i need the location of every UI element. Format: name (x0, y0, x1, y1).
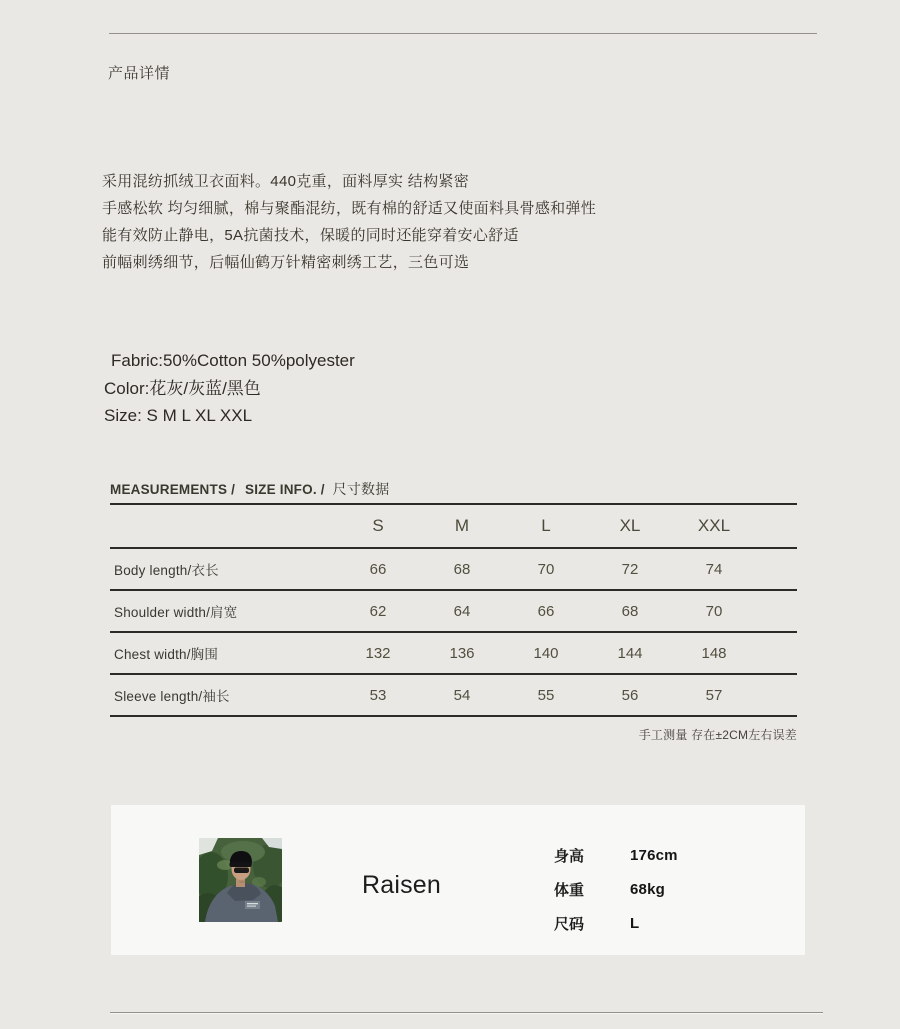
stat-value-height: 176cm (630, 847, 678, 864)
stat-value-size: L (630, 915, 640, 932)
stat-label-height: 身高 (554, 848, 585, 865)
size-value: 68 (453, 560, 471, 578)
size-value: 54 (453, 686, 471, 704)
model-name: Raisen (362, 871, 442, 899)
size-value: 136 (449, 644, 475, 662)
model-photo (199, 838, 282, 922)
size-value: 70 (705, 602, 723, 620)
measurements-heading-en: MEASUREMENTS / (110, 482, 236, 497)
page-title: 产品详情 (108, 65, 171, 82)
description-line: 前幅刺绣细节，后幅仙鹤万针精密刺绣工艺，三色可选 (102, 254, 470, 271)
top-divider (109, 33, 817, 34)
size-column-header: L (541, 516, 551, 535)
stat-label-weight: 体重 (554, 882, 585, 899)
bottom-divider (110, 1012, 823, 1013)
row-label: Body length/衣长 (114, 563, 219, 578)
size-value: 64 (453, 602, 471, 620)
description-line: 手感松软 均匀细腻，棉与聚酯混纺，既有棉的舒适又使面料具骨感和弹性 (102, 200, 597, 217)
size-value: 62 (369, 602, 387, 620)
size-value: 72 (621, 560, 639, 578)
measurement-note: 手工测量 存在±2CM左右误差 (638, 728, 797, 742)
size-spec: Size: S M L XL XXL (104, 406, 253, 425)
product-description (102, 168, 596, 276)
size-value: 144 (617, 644, 643, 662)
model-stats (554, 845, 678, 934)
size-value: 56 (621, 686, 639, 704)
size-info-heading-cn: 尺寸数据 (332, 481, 390, 497)
size-table (110, 503, 797, 717)
table-row-sleeve-length (110, 675, 797, 717)
size-value: 140 (533, 644, 559, 662)
stat-value-weight: 68kg (630, 881, 665, 898)
size-value: 132 (365, 644, 391, 662)
size-table-header-row (110, 505, 797, 549)
model-info-card (111, 805, 805, 955)
size-column-header: S (372, 516, 384, 535)
size-column-header: M (454, 516, 470, 535)
stat-label-size: 尺码 (554, 916, 585, 933)
color-spec: Color:花灰/灰蓝/黑色 (104, 378, 261, 398)
row-label: Sleeve length/袖长 (114, 689, 230, 704)
size-value: 70 (537, 560, 555, 578)
table-row-shoulder-width (110, 591, 797, 633)
size-value: 53 (369, 686, 387, 704)
size-info-heading-en: SIZE INFO. / (245, 482, 325, 497)
size-value: 66 (537, 602, 555, 620)
row-label: Chest width/胸围 (114, 647, 219, 662)
table-row-body-length (110, 549, 797, 591)
product-specs (104, 347, 355, 430)
measurements-heading (110, 479, 389, 499)
size-value: 74 (705, 560, 723, 578)
size-value: 57 (705, 686, 723, 704)
table-row-chest-width (110, 633, 797, 675)
size-value: 68 (621, 602, 639, 620)
size-value: 55 (537, 686, 555, 704)
row-label: Shoulder width/肩宽 (114, 605, 238, 620)
size-column-header: XL (619, 516, 641, 535)
size-value: 148 (701, 644, 727, 662)
description-line: 采用混纺抓绒卫衣面料。440克重，面料厚实 结构紧密 (102, 173, 469, 190)
size-column-header: XXL (697, 516, 731, 535)
fabric-spec: Fabric:50%Cotton 50%polyester (111, 351, 355, 370)
description-line: 能有效防止静电，5A抗菌技术，保暖的同时还能穿着安心舒适 (102, 227, 519, 244)
size-value: 66 (369, 560, 387, 578)
